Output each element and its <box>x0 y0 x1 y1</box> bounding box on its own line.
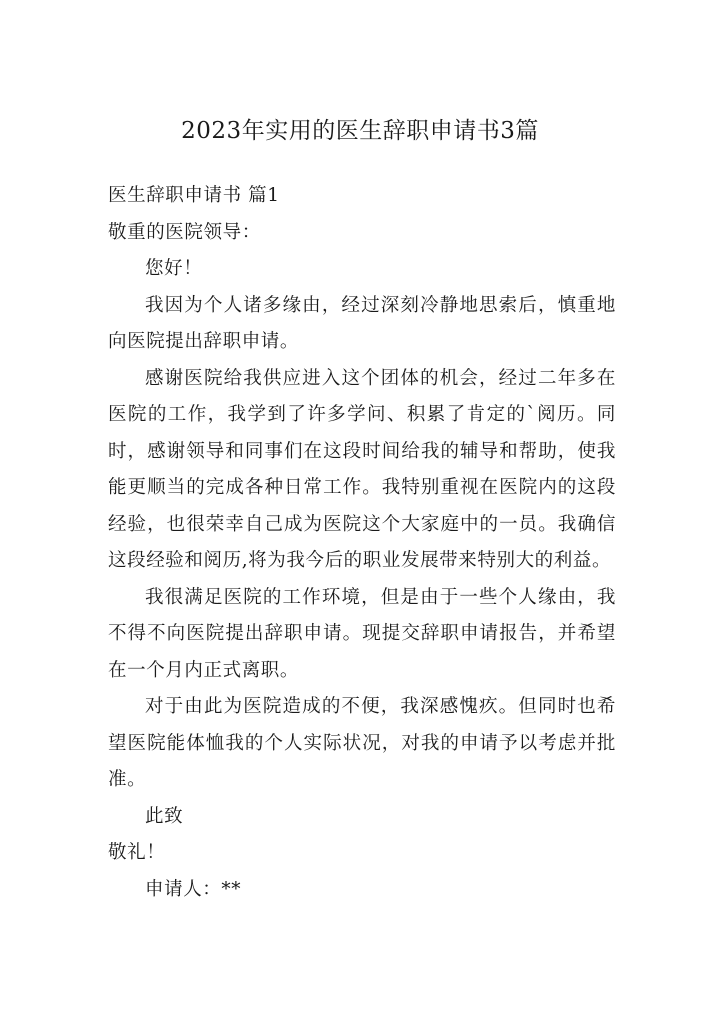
salutation: 敬重的医院领导： <box>108 221 261 243</box>
closing-jing-li: 敬礼！ <box>108 842 166 863</box>
paragraph-2: 感谢医院给我供应进入这个团体的机会，经过二年多在医院的工作，我学到了许多学问、积累了肯定的`阅历。同时，感谢领导和同事们在这段时间给我的辅导和帮助，使我能更顺当的完成各种日常工作。我特别重视在医院内的这段经验，也很荣幸自己成为医院这个大家庭中的一员。我确信这段经验和阅历,将为我今后的职业发展带来特别大的利益。 <box>108 367 616 571</box>
greeting: 您好！ <box>145 258 203 279</box>
paragraph-4: 对于由此为医院造成的不便，我深感愧疚。但同时也希望医院能体恤我的个人实际状况，对我的申请予以考虑并批准。 <box>108 696 616 790</box>
document-title: 2023年实用的医生辞职申请书3篇 <box>181 118 539 144</box>
paragraph-3: 我很满足医院的工作环境，但是由于一些个人缘由，我不得不向医院提出辞职申请。现提交辞职申请报告，并希望在一个月内正式离职。 <box>108 586 616 681</box>
paragraph-1: 我因为个人诸多缘由，经过深刻冷静地思索后，慎重地向医院提出辞职申请。 <box>108 294 616 352</box>
section-heading: 医生辞职申请书 篇1 <box>108 185 280 206</box>
document-body <box>108 178 616 908</box>
closing-ci-zhi: 此致 <box>145 805 184 827</box>
signature-line: 申请人：** <box>145 878 242 900</box>
